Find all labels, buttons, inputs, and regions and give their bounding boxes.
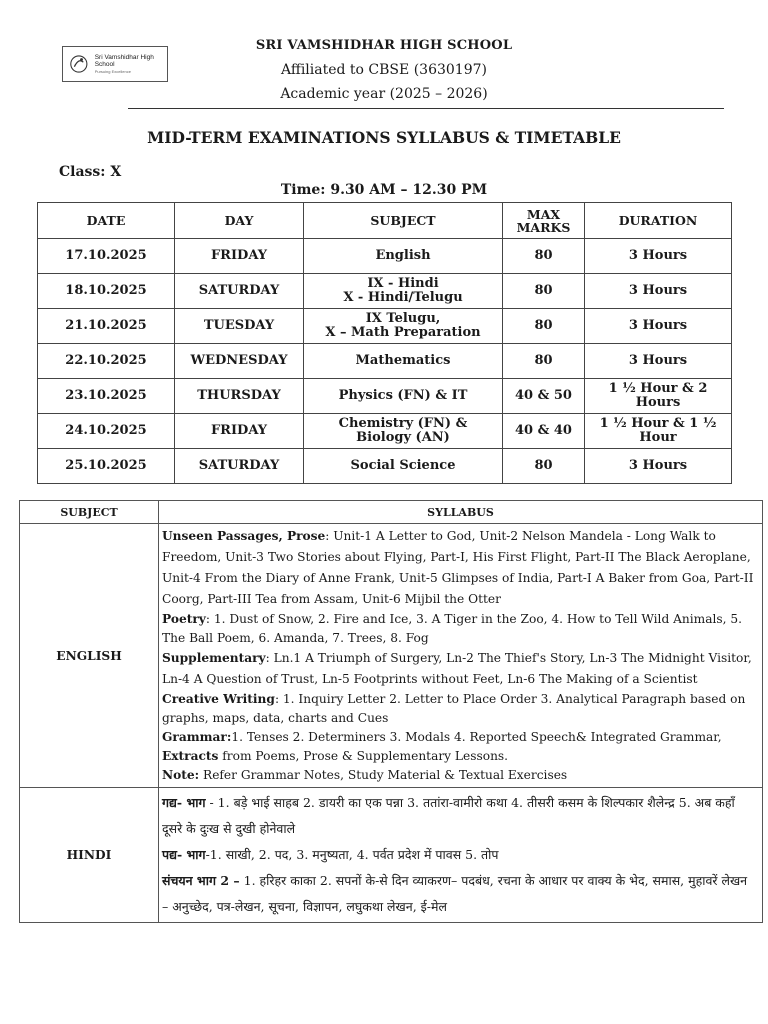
- cell-day: WEDNESDAY: [175, 344, 304, 379]
- timetable-row: [38, 344, 732, 379]
- cell-duration: 3 Hours: [585, 239, 732, 274]
- syllabus-header: [20, 501, 763, 524]
- timetable-row: [38, 274, 732, 309]
- syllabus-row-hindi: [20, 788, 763, 923]
- grammar: Grammar:1. Tenses 2. Determiners 3. Modals 4. Reported Speech& Integrated Grammar, Extracts from Poems, Prose & Supplementary Lessons.: [162, 730, 722, 763]
- syllabus-row-english: [20, 524, 763, 788]
- gadya-bhag: गद्य- भाग - 1. बड़े भाई साहब 2. डायरी का एक पन्ना 3. ततांरा-वामीरो कथा 4. तीसरी कसम के शिल्पकार शैलेन्द्र 5. अब कहाँ दूसरे के दुःख से दुखी होनेवाले: [162, 795, 735, 836]
- cell-marks: 80: [503, 239, 585, 274]
- creative-writing: Creative Writing: 1. Inquiry Letter 2. Letter to Place Order 3. Analytical Paragraph based on graphs, maps, data, charts and Cues: [162, 692, 746, 725]
- affiliation: Affiliated to CBSE (3630197): [281, 62, 487, 78]
- cell-date: 22.10.2025: [38, 344, 175, 379]
- academic-year: Academic year (2025 – 2026): [280, 86, 488, 102]
- cell-duration: 3 Hours: [585, 309, 732, 344]
- timetable-header: [38, 203, 732, 239]
- cell-date: 18.10.2025: [38, 274, 175, 309]
- exam-time: Time: 9.30 AM – 12.30 PM: [280, 182, 488, 198]
- timetable-row: [38, 414, 732, 449]
- cell-marks: 40 & 50: [503, 379, 585, 414]
- header-syllabus: SYLLABUS: [159, 501, 763, 524]
- unseen-prose: Unseen Passages, Prose: Unit-1 A Letter to God, Unit-2 Nelson Mandela - Long Walk to Freedom, Unit-3 Two Stories about Flying, Part-I, His First Flight, Part-II The Black Aeroplane, Unit-4 From the Diary of Anne Frank, Unit-5 Glimpses of India, Part-I A Baker from Goa, Part-II Coorg, Part-III Tea from Assam, Unit-6 Mijbil the Otter: [162, 529, 754, 606]
- cell-subject: Physics (FN) & IT: [304, 379, 503, 414]
- cell-duration: 1 ½ Hour & 2 Hours: [585, 379, 732, 414]
- cell-day: SATURDAY: [175, 274, 304, 309]
- cell-duration: 3 Hours: [585, 344, 732, 379]
- class-label: Class: X: [59, 164, 122, 180]
- header-day: DAY: [175, 203, 304, 239]
- cell-marks: 80: [503, 274, 585, 309]
- timetable: [37, 202, 732, 484]
- subject-english: ENGLISH: [20, 524, 159, 788]
- cell-day: FRIDAY: [175, 239, 304, 274]
- school-name: SRI VAMSHIDHAR HIGH SCHOOL: [255, 38, 513, 53]
- cell-day: FRIDAY: [175, 414, 304, 449]
- supplementary: Supplementary: Ln.1 A Triumph of Surgery, Ln-2 The Thief's Story, Ln-3 The Midnight Visitor, Ln-4 A Question of Trust, Ln-5 Footprints without Feet, Ln-6 The Making of a Scientist: [162, 651, 752, 686]
- subject-hindi: HINDI: [20, 788, 159, 923]
- cell-marks: 80: [503, 449, 585, 484]
- cell-day: TUESDAY: [175, 309, 304, 344]
- cell-date: 25.10.2025: [38, 449, 175, 484]
- header-subject: SUBJECT: [20, 501, 159, 524]
- cell-date: 23.10.2025: [38, 379, 175, 414]
- cell-marks: 80: [503, 309, 585, 344]
- cell-day: THURSDAY: [175, 379, 304, 414]
- cell-subject: IX - Hindi X - Hindi/Telugu: [304, 274, 503, 309]
- cell-subject: IX Telugu, X – Math Preparation: [304, 309, 503, 344]
- cell-marks: 40 & 40: [503, 414, 585, 449]
- poetry: Poetry: 1. Dust of Snow, 2. Fire and Ice, 3. A Tiger in the Zoo, 4. How to Tell Wild Animals, 5. The Ball Poem, 6. Amanda, 7. Trees, 8. Fog: [162, 612, 743, 645]
- logo-name: Sri Vamshidhar High School: [94, 53, 154, 68]
- header-divider: [128, 108, 724, 109]
- cell-date: 24.10.2025: [38, 414, 175, 449]
- cell-subject: Chemistry (FN) & Biology (AN): [304, 414, 503, 449]
- cell-duration: 1 ½ Hour & 1 ½ Hour: [585, 414, 732, 449]
- english-syllabus: [159, 524, 763, 788]
- padya-bhag: पद्य- भाग-1. साखी, 2. पद, 3. मनुष्यता, 4. पर्वत प्रदेश में पावस 5. तोप: [162, 847, 499, 862]
- syllabus-table: [19, 500, 763, 923]
- cell-duration: 3 Hours: [585, 274, 732, 309]
- cell-date: 21.10.2025: [38, 309, 175, 344]
- sanchayan-bhag: संचयन भाग 2 – 1. हरिहर काका 2. सपनों के-से दिन व्याकरण– पदबंध, रचना के आधार पर वाक्य के भेद, समास, मुहावरें लेखन – अनुच्छेद, पत्र-लेखन, सूचना, विज्ञापन, लघुकथा लेखन, ई-मेल: [162, 873, 748, 914]
- header-date: DATE: [38, 203, 175, 239]
- cell-subject: English: [304, 239, 503, 274]
- cell-date: 17.10.2025: [38, 239, 175, 274]
- timetable-row: [38, 449, 732, 484]
- timetable-row: [38, 239, 732, 274]
- cell-duration: 3 Hours: [585, 449, 732, 484]
- cell-subject: Social Science: [304, 449, 503, 484]
- cell-marks: 80: [503, 344, 585, 379]
- timetable-row: [38, 379, 732, 414]
- cell-day: SATURDAY: [175, 449, 304, 484]
- note: Note: Refer Grammar Notes, Study Material & Textual Exercises: [162, 768, 568, 782]
- header-subject: SUBJECT: [304, 203, 503, 239]
- hindi-syllabus: [159, 788, 763, 923]
- header-max-marks: MAX MARKS: [503, 203, 585, 239]
- header-duration: DURATION: [585, 203, 732, 239]
- page-title: MID-TERM EXAMINATIONS SYLLABUS & TIMETABLE: [147, 128, 621, 147]
- timetable-row: [38, 309, 732, 344]
- cell-subject: Mathematics: [304, 344, 503, 379]
- logo-tagline: Pursuing Excellence: [94, 68, 131, 74]
